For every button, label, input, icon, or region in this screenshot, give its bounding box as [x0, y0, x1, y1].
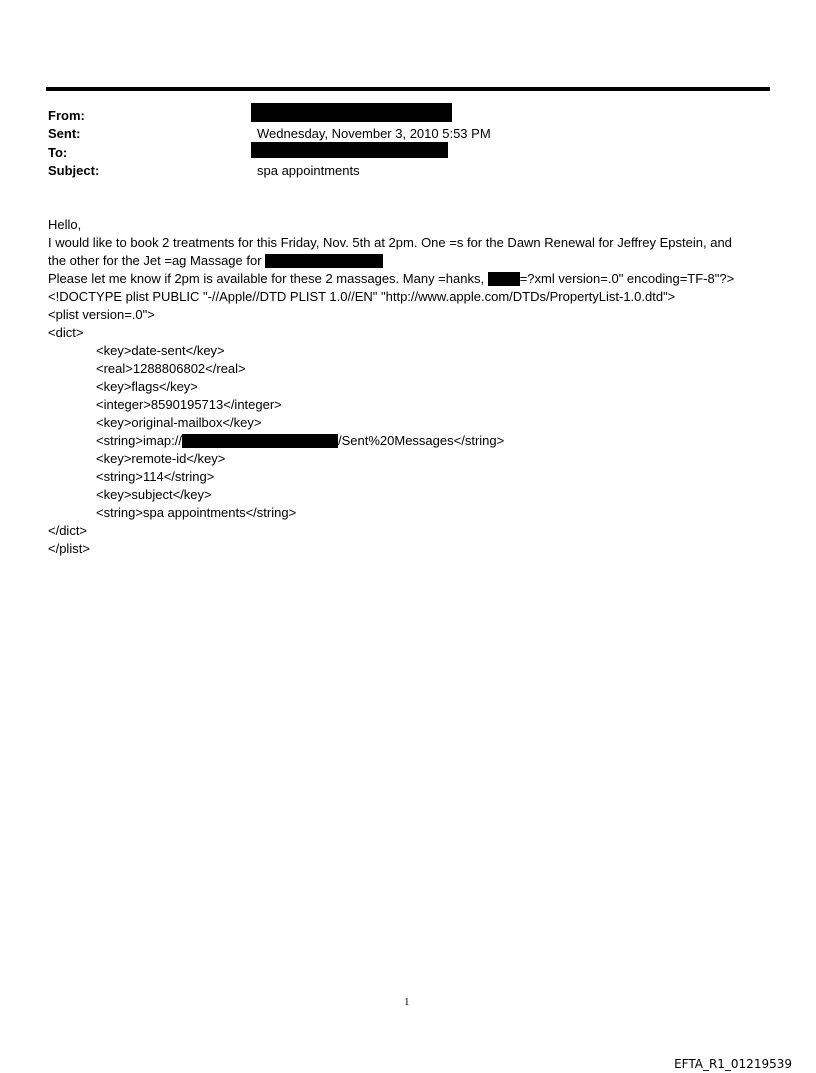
body-line: Hello,	[48, 217, 82, 232]
body-text: the other for the Jet =ag Massage for	[48, 253, 266, 268]
to-redaction	[251, 142, 448, 158]
signature-redaction	[488, 272, 520, 286]
body-line: <real>1288806802</real>	[96, 361, 246, 376]
body-text: =?xml version=.0" encoding=TF-8"?>	[519, 271, 735, 286]
body-line: </plist>	[48, 541, 90, 556]
body-line	[48, 432, 778, 450]
page-number: 1	[404, 996, 410, 1008]
to-label: To:	[48, 145, 68, 160]
from-redaction	[251, 103, 452, 122]
body-line: <key>original-mailbox</key>	[96, 415, 262, 430]
body-line: <key>flags</key>	[96, 379, 198, 394]
name-redaction	[265, 254, 383, 268]
body-line: <plist version=.0">	[48, 307, 155, 322]
body-line: <key>subject</key>	[96, 487, 212, 502]
body-line: <string>114</string>	[96, 469, 215, 484]
from-label: From:	[48, 108, 85, 123]
body-line	[48, 252, 778, 270]
body-line: <key>remote-id</key>	[96, 451, 226, 466]
body-line: <key>date-sent</key>	[96, 343, 225, 358]
email-body	[48, 216, 778, 558]
body-line: <dict>	[48, 325, 84, 340]
body-line: I would like to book 2 treatments for this Friday, Nov. 5th at 2pm. One =s for the Dawn Renewal for Jeffrey Epstein, and	[48, 235, 732, 250]
header-divider	[46, 87, 770, 91]
body-text: <string>imap://	[96, 433, 182, 448]
subject-label: Subject:	[48, 163, 100, 178]
body-line: </dict>	[48, 523, 88, 538]
sent-value: Wednesday, November 3, 2010 5:53 PM	[257, 126, 491, 141]
body-line	[48, 270, 778, 288]
document-id: EFTA_R1_01219539	[674, 1057, 792, 1071]
body-text: Please let me know if 2pm is available for these 2 massages. Many =hanks,	[48, 271, 488, 286]
body-text: /Sent%20Messages</string>	[338, 433, 505, 448]
sent-label: Sent:	[48, 126, 81, 141]
body-line: <string>spa appointments</string>	[96, 505, 297, 520]
mailbox-redaction	[182, 434, 338, 448]
body-line: <!DOCTYPE plist PUBLIC "-//Apple//DTD PLIST 1.0//EN" "http://www.apple.com/DTDs/PropertyList-1.0.dtd">	[48, 289, 676, 304]
subject-value: spa appointments	[257, 163, 360, 178]
body-line: <integer>8590195713</integer>	[96, 397, 282, 412]
